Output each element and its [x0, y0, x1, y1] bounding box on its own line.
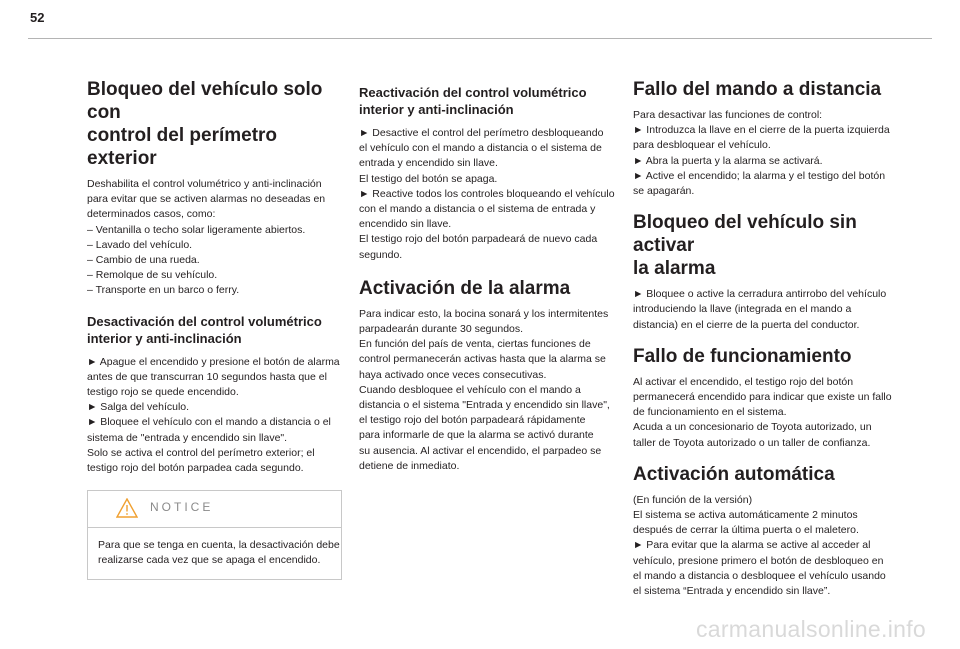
section-body	[359, 307, 615, 474]
text-line: Para indicar esto, la bocina sonará y los intermitentes	[359, 307, 609, 320]
text-line: encendido sin llave.	[359, 218, 452, 231]
text-line: Al activar el encendido, el testigo rojo del botón	[633, 375, 854, 388]
text-line: haya activado once veces consecutivas.	[359, 368, 547, 381]
text-line: Para desactivar las funciones de control:	[633, 109, 823, 121]
title-line: interior y anti-inclinación	[359, 102, 514, 117]
text-line: el vehículo con el mando a distancia o el sistema de	[359, 142, 602, 155]
text-line: ► Para evitar que la alarma se active al acceder al	[633, 539, 871, 552]
text-line: ► Reactive todos los controles bloqueando el vehículo	[359, 187, 615, 200]
text-line: (En función de la versión)	[633, 493, 753, 506]
section-body	[633, 493, 889, 599]
text-line: ► Bloquee o active la cerradura antirrobo del vehículo	[633, 288, 887, 301]
text-line: ► Bloquee el vehículo con el mando a distancia o el	[87, 416, 331, 429]
text-line: para informarle de que la alarma se activó durante	[359, 429, 594, 442]
text-line: testigo rojo se quede encendido.	[87, 386, 239, 399]
text-line: para desbloquear el vehículo.	[633, 139, 771, 152]
text-line: después de cerrar la última puerta o el maletero.	[633, 524, 859, 537]
text-line: Deshabilita el control volumétrico y anti-inclinación	[87, 178, 322, 190]
notice-header	[88, 491, 341, 528]
column-right	[633, 78, 892, 611]
notice-body	[88, 528, 341, 578]
title-line: Activación automática	[633, 463, 835, 485]
section-automatic-activation	[633, 463, 889, 599]
text-line: Para que se tenga en cuenta, la desactivación debe	[98, 539, 340, 552]
section-remote-failure	[633, 78, 889, 199]
title-line: Activación de la alarma	[359, 277, 571, 299]
title-line: Fallo de funcionamiento	[633, 345, 852, 367]
text-line: – Lavado del vehículo.	[87, 238, 193, 251]
header-divider	[28, 38, 932, 39]
text-line: con el mando a distancia o el sistema de entrada y	[359, 203, 596, 216]
text-line: determinados casos, como:	[87, 208, 216, 221]
text-line: – Cambio de una rueda.	[87, 254, 200, 267]
text-line: ► Abra la puerta y la alarma se activará.	[633, 154, 823, 167]
section-title	[633, 211, 889, 280]
text-line: para evitar que se activen alarmas no deseadas en	[87, 193, 326, 206]
section-body	[359, 126, 615, 263]
text-line: El testigo del botón se apaga.	[359, 172, 498, 185]
section-deactivation	[87, 313, 343, 477]
notice-title: NOTICE	[150, 500, 214, 515]
section-title	[87, 78, 343, 170]
section-perimeter-lock	[87, 78, 343, 299]
text-line: – Ventanilla o techo solar ligeramente abiertos.	[87, 223, 306, 236]
section-title	[359, 277, 615, 300]
text-line: ► Apague el encendido y presione el botón de alarma	[87, 355, 340, 368]
title-line: Desactivación del control volumétrico	[87, 313, 322, 329]
text-line: testigo rojo del botón parpadea cada segundo.	[87, 462, 304, 475]
page-number: 52	[30, 10, 45, 25]
column-middle	[359, 78, 615, 488]
text-line: de funcionamiento en el sistema.	[633, 406, 787, 419]
title-line: Bloqueo del vehículo sin activar	[633, 212, 857, 257]
text-line: el mando a distancia o desbloquee el vehículo usando	[633, 569, 886, 582]
section-lock-without-alarm	[633, 211, 889, 333]
text-line: parpadearán durante 30 segundos.	[359, 323, 524, 336]
section-title	[633, 463, 889, 486]
title-line: Fallo del mando a distancia	[633, 79, 882, 100]
title-line: control del perímetro exterior	[87, 125, 278, 169]
section-body	[87, 355, 343, 477]
warning-triangle-icon	[116, 498, 138, 523]
text-line: segundo.	[359, 248, 403, 261]
text-line: se apagarán.	[633, 185, 695, 198]
section-malfunction	[633, 345, 892, 451]
text-line: El testigo rojo del botón parpadeará de nuevo cada	[359, 233, 598, 246]
text-line: El sistema se activa automáticamente 2 minutos	[633, 509, 858, 522]
title-line: Bloqueo del vehículo solo con	[87, 79, 323, 123]
text-line: permanecerá encendido para indicar que existe un fallo	[633, 391, 892, 404]
text-line: – Remolque de su vehículo.	[87, 269, 218, 282]
text-line: su ausencia. Al activar el encendido, el parpadeo se	[359, 444, 602, 457]
text-line: el testigo rojo del botón parpadeará rápidamente	[359, 414, 586, 427]
section-body	[87, 177, 343, 299]
watermark-text: carmanualsonline.info	[695, 616, 926, 642]
column-left	[87, 78, 343, 580]
text-line: vehículo, presione primero el botón de desbloqueo en	[633, 554, 884, 567]
text-line: sistema de "entrada y encendido sin llave".	[87, 431, 288, 444]
section-body	[633, 108, 889, 199]
section-title	[87, 313, 343, 347]
text-line: Acuda a un concesionario de Toyota autorizado, un	[633, 421, 872, 434]
text-line: antes de que transcurran 10 segundos hasta que el	[87, 370, 327, 383]
section-alarm-activation	[359, 277, 615, 474]
section-body	[633, 375, 892, 451]
section-title	[633, 345, 889, 368]
section-title	[633, 78, 889, 101]
text-line: ► Salga del vehículo.	[87, 401, 190, 414]
text-line: taller de Toyota autorizado o un taller de confianza.	[633, 436, 871, 449]
text-line: En función del país de venta, ciertas funciones de	[359, 338, 591, 351]
text-line: entrada y encendido sin llave.	[359, 157, 498, 170]
text-line: ► Desactive el control del perímetro desbloqueando	[359, 127, 604, 139]
text-line: ► Active el encendido; la alarma y el testigo del botón	[633, 169, 886, 182]
text-line: – Transporte en un barco o ferry.	[87, 284, 240, 297]
notice-box	[87, 490, 342, 579]
section-body	[633, 287, 889, 333]
text-line: introduciendo la llave (integrada en el mando a	[633, 303, 852, 316]
text-line: Solo se activa el control del perímetro exterior; el	[87, 446, 315, 459]
text-line: distancia o el sistema "Entrada y encendido sin llave",	[359, 399, 610, 412]
title-line: la alarma	[633, 258, 716, 280]
text-line: control permanecerán activas hasta que la alarma se	[359, 353, 606, 366]
title-line: Reactivación del control volumétrico	[359, 85, 587, 100]
text-line: detiene de inmediato.	[359, 459, 460, 472]
text-line: Cuando desbloquee el vehículo con el mando a	[359, 383, 581, 396]
text-line: distancia) en el cierre de la puerta del conductor.	[633, 318, 860, 331]
text-line: ► Introduzca la llave en el cierre de la puerta izquierda	[633, 124, 890, 137]
section-title	[359, 84, 615, 118]
text-line: el sistema “Entrada y encendido sin llave”.	[633, 585, 831, 598]
title-line: interior y anti-inclinación	[87, 330, 242, 346]
text-line: realizarse cada vez que se apaga el encendido.	[98, 554, 321, 567]
section-reactivation	[359, 84, 615, 263]
